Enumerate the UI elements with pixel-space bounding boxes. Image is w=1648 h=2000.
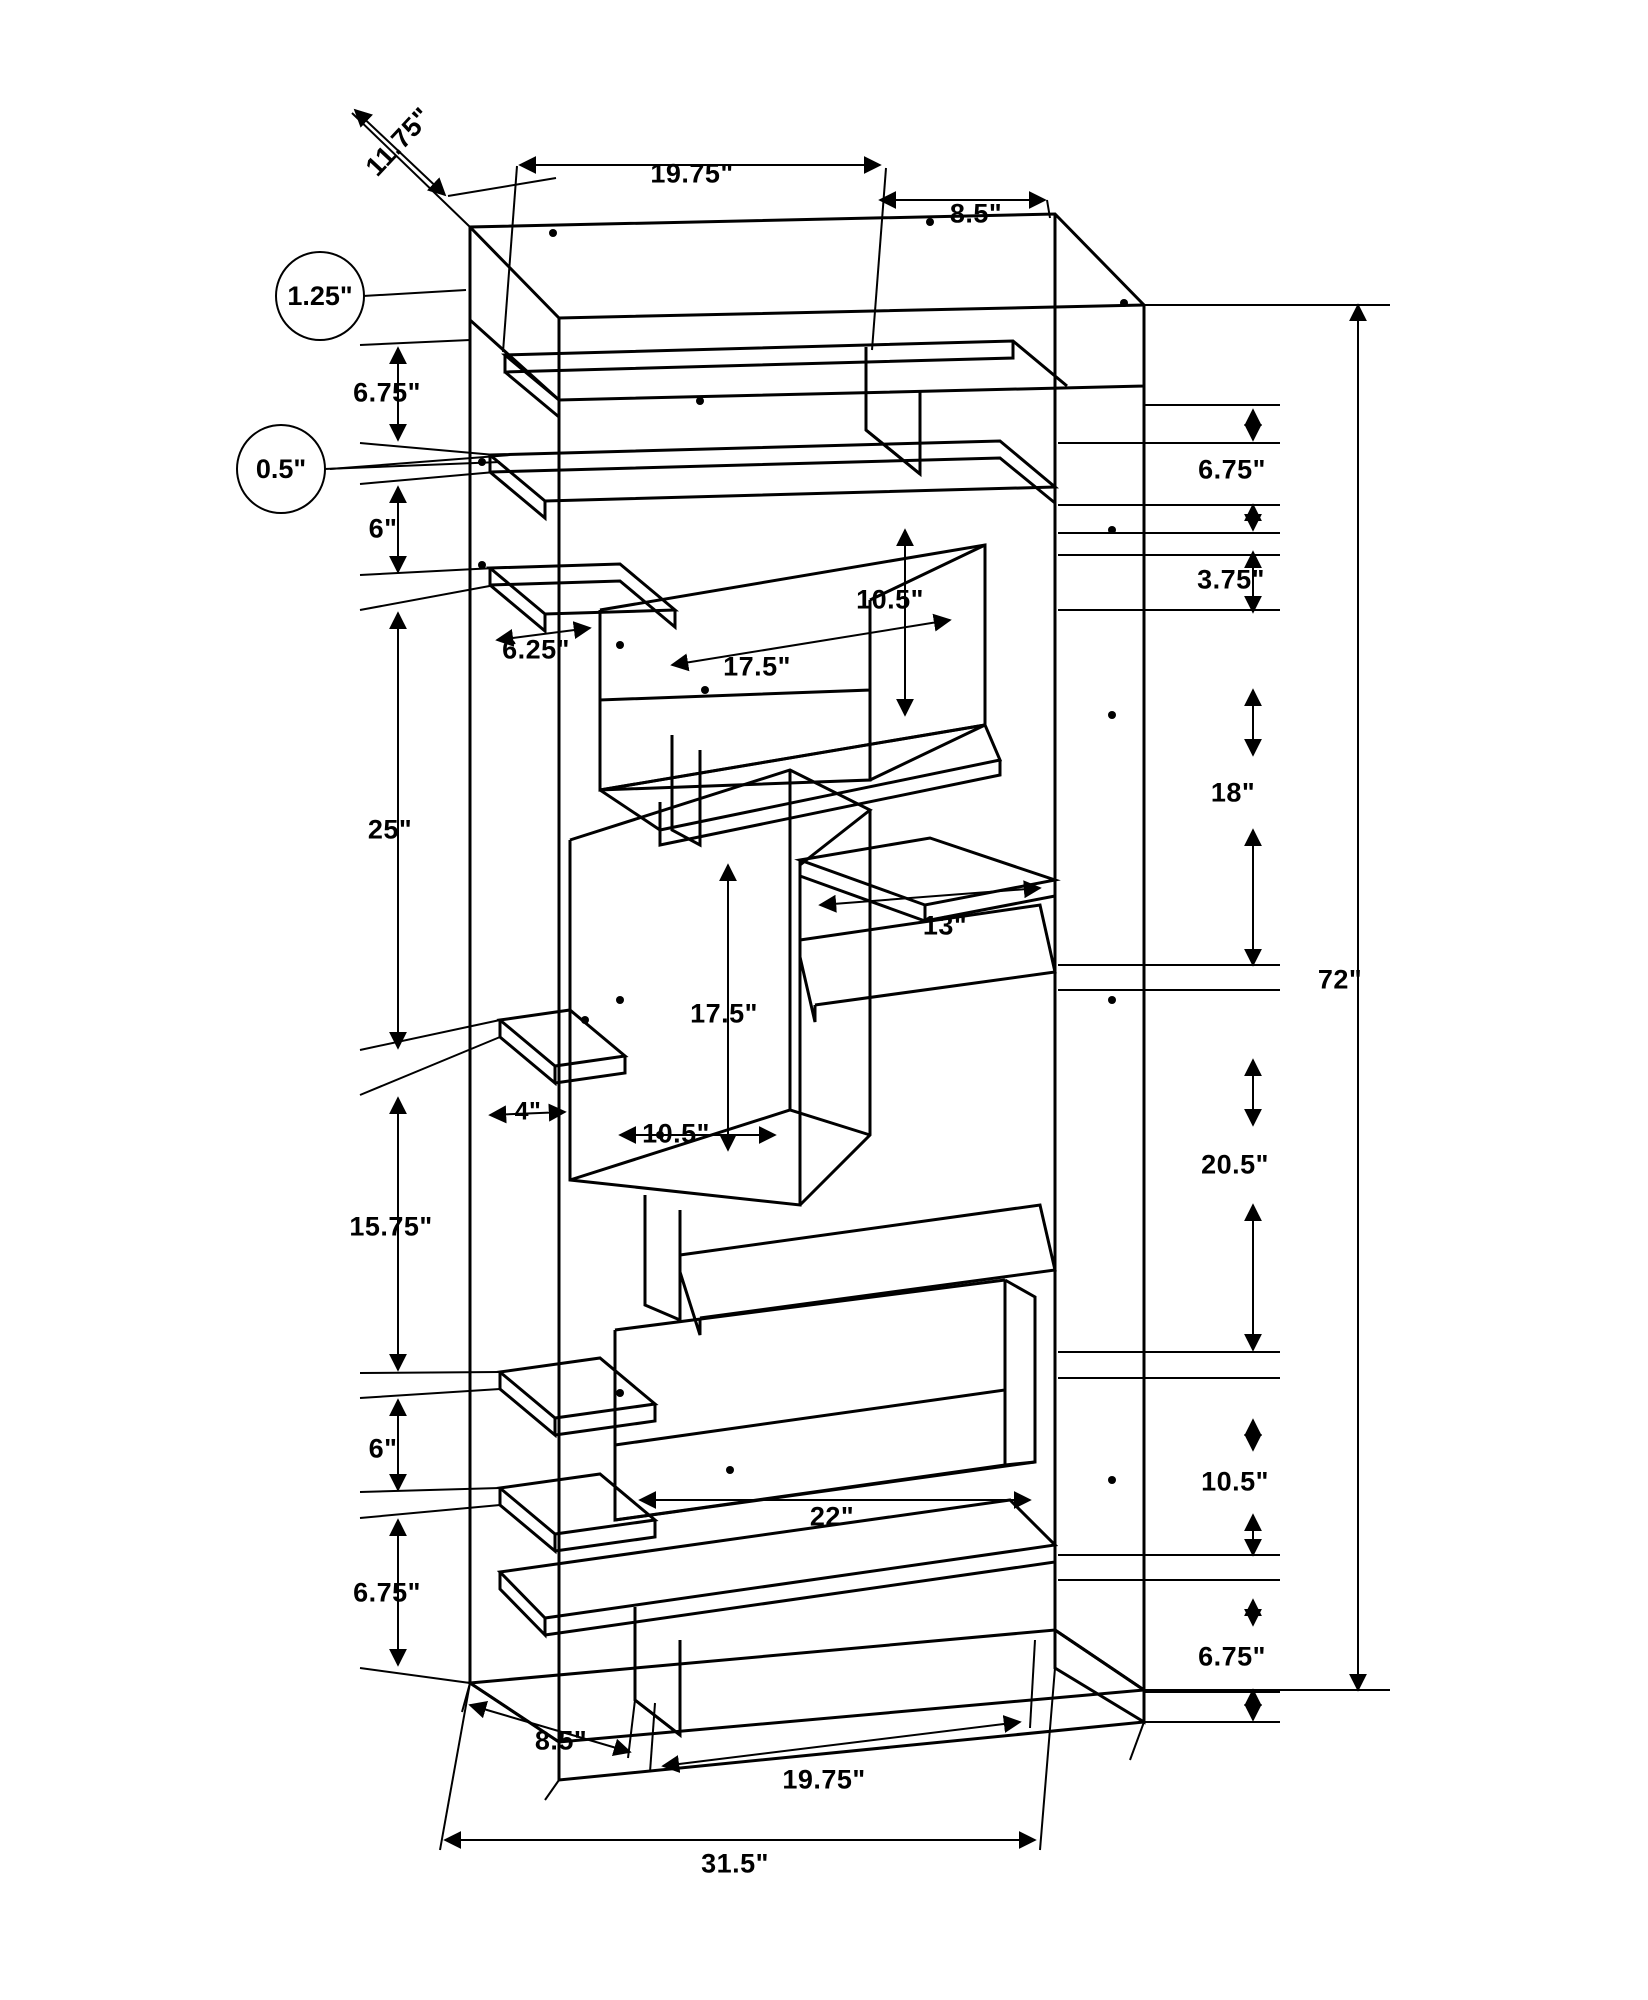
dim-right-6-75-top: 6.75" xyxy=(1198,454,1266,485)
dim-left-6-75-bottom: 6.75" xyxy=(353,1577,421,1608)
dim-right-3-75: 3.75" xyxy=(1197,564,1265,595)
cabinet-body xyxy=(470,214,1144,1780)
dim-right-20-5: 20.5" xyxy=(1201,1149,1269,1180)
dim-right-10-5: 10.5" xyxy=(1201,1466,1269,1497)
callout-thickness-shelf xyxy=(236,424,326,514)
dim-right-18: 18" xyxy=(1210,777,1256,808)
dim-left-25: 25" xyxy=(367,814,413,845)
dim-overall-height: 72" xyxy=(1317,964,1363,995)
dim-overall-width: 31.5" xyxy=(701,1848,769,1879)
dim-top-width-left: 19.75" xyxy=(650,158,734,189)
dim-bottom-shelf-width: 22" xyxy=(809,1501,855,1532)
dim-cube-top-width: 17.5" xyxy=(723,651,791,682)
callout-thickness-top-label: 1.25" xyxy=(287,280,353,311)
dim-right-6-75-bottom: 6.75" xyxy=(1198,1641,1266,1672)
dim-cube-mid-height: 17.5" xyxy=(690,998,758,1029)
dim-cube-mid-width: 10.5" xyxy=(642,1118,710,1149)
callout-thickness-shelf-label: 0.5" xyxy=(255,453,307,484)
dim-base-left-width: 8.5" xyxy=(534,1725,588,1756)
dim-base-right-width: 19.75" xyxy=(782,1764,866,1795)
callout-thickness-top xyxy=(275,251,365,341)
dim-cube-top-height: 10.5" xyxy=(856,584,924,615)
dim-left-6-75-top: 6.75" xyxy=(353,377,421,408)
dim-top-width-right: 8.5" xyxy=(949,198,1003,229)
dim-left-6-bottom: 6" xyxy=(368,1433,398,1464)
dim-cube-top-offset: 6.25" xyxy=(502,634,570,665)
dim-depth-top: 11.75" xyxy=(359,101,438,182)
dim-cube-mid-offset: 4" xyxy=(514,1097,542,1126)
dim-left-6: 6" xyxy=(368,513,398,544)
dim-mid-shelf-width: 13" xyxy=(922,910,968,941)
dim-left-15-75: 15.75" xyxy=(349,1211,433,1242)
